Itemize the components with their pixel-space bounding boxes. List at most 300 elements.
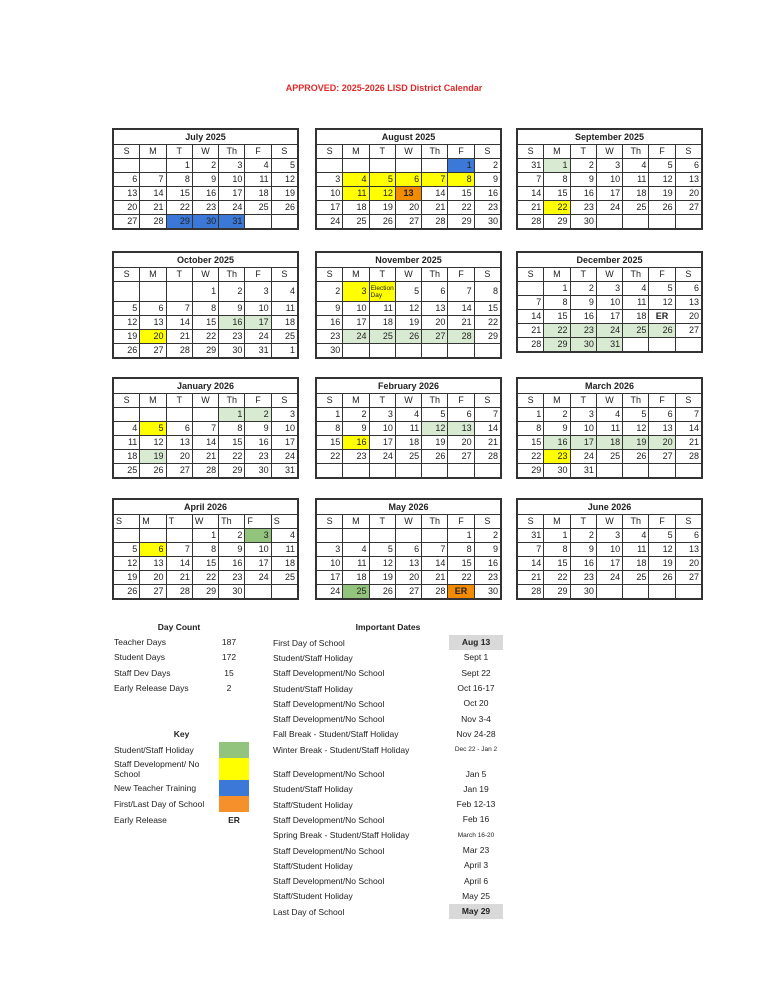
key-section xyxy=(114,729,249,828)
weekday-header: S xyxy=(474,515,500,529)
important-date-label: Last Day of School xyxy=(273,906,345,917)
day-cell: 1 xyxy=(544,529,570,543)
day-cell: 15 xyxy=(317,436,343,450)
day-cell: 23 xyxy=(474,201,500,215)
day-cell: 3 xyxy=(596,282,622,296)
weekday-header: W xyxy=(395,515,421,529)
day-cell: 12 xyxy=(114,316,140,330)
day-cell: 13 xyxy=(675,296,701,310)
day-cell: 3 xyxy=(219,159,245,173)
day-count-value: 15 xyxy=(224,667,234,678)
day-cell: 20 xyxy=(422,316,448,330)
day-cell: 28 xyxy=(518,215,544,229)
day-cell: 8 xyxy=(219,422,245,436)
day-cell xyxy=(140,529,166,543)
key-row xyxy=(114,742,249,758)
day-cell: 13 xyxy=(649,422,675,436)
day-cell: 4 xyxy=(623,159,649,173)
day-cell: 24 xyxy=(343,330,369,344)
key-swatch xyxy=(219,796,249,812)
important-date-row xyxy=(273,843,503,858)
day-cell: 10 xyxy=(219,173,245,187)
day-cell xyxy=(649,215,675,229)
weekday-header: M xyxy=(544,268,570,282)
day-cell: 4 xyxy=(596,408,622,422)
day-cell: 12 xyxy=(140,436,166,450)
weekday-header: S xyxy=(271,394,297,408)
day-cell: 3 xyxy=(596,159,622,173)
weekday-header: M xyxy=(343,394,369,408)
important-date-row xyxy=(273,711,503,726)
key-label: Staff Development/ No School xyxy=(114,759,200,779)
weekday-header: S xyxy=(675,145,701,159)
key-label: New Teacher Training xyxy=(114,783,197,793)
day-cell: 12 xyxy=(649,173,675,187)
day-cell: 1 xyxy=(544,282,570,296)
day-cell: 9 xyxy=(219,543,245,557)
day-cell: 2 xyxy=(192,159,218,173)
day-cell: 2 xyxy=(474,529,500,543)
day-cell: 17 xyxy=(317,201,343,215)
day-cell: 12 xyxy=(395,302,421,316)
day-cell: 30 xyxy=(474,215,500,229)
day-cell: 8 xyxy=(544,296,570,310)
day-cell: 15 xyxy=(544,310,570,324)
weekday-header: F xyxy=(448,394,474,408)
day-cell: 7 xyxy=(518,296,544,310)
day-cell: 28 xyxy=(422,585,448,599)
weekday-header: F xyxy=(245,515,271,529)
weekday-header: S xyxy=(271,515,297,529)
important-date-value: Sept 1 xyxy=(463,652,489,663)
day-cell: 29 xyxy=(192,585,218,599)
day-cell: 25 xyxy=(623,201,649,215)
day-cell xyxy=(448,464,474,478)
day-cell: 24 xyxy=(369,450,395,464)
day-cell: 1 xyxy=(544,159,570,173)
day-cell: 17 xyxy=(369,436,395,450)
day-cell: 20 xyxy=(675,310,701,324)
day-cell xyxy=(140,159,166,173)
day-cell: 6 xyxy=(649,408,675,422)
day-cell: 11 xyxy=(114,436,140,450)
month-calendar xyxy=(112,498,299,600)
day-cell: 5 xyxy=(369,543,395,557)
day-cell: 6 xyxy=(448,408,474,422)
day-cell: 25 xyxy=(623,324,649,338)
important-date-label: First Day of School xyxy=(273,637,345,648)
day-cell: 26 xyxy=(369,585,395,599)
day-cell: 4 xyxy=(271,282,297,302)
day-cell: 22 xyxy=(166,201,192,215)
day-count-row xyxy=(114,635,244,650)
month-calendar xyxy=(516,377,703,479)
day-cell: 31 xyxy=(245,344,271,358)
day-cell: 16 xyxy=(474,557,500,571)
day-cell: 16 xyxy=(245,436,271,450)
weekday-header: W xyxy=(395,268,421,282)
weekday-header: S xyxy=(675,515,701,529)
day-cell: 30 xyxy=(570,585,596,599)
day-cell xyxy=(192,408,218,422)
weekday-header: W xyxy=(192,515,218,529)
day-cell: 15 xyxy=(518,436,544,450)
important-date-value: May 29 xyxy=(449,904,503,919)
day-cell: 1 xyxy=(518,408,544,422)
day-cell: 11 xyxy=(343,557,369,571)
day-cell xyxy=(343,159,369,173)
day-cell: 14 xyxy=(140,187,166,201)
important-date-label: Staff Development/No School xyxy=(273,668,385,679)
day-cell: 7 xyxy=(166,543,192,557)
weekday-header: S xyxy=(518,394,544,408)
day-cell: 21 xyxy=(422,571,448,585)
day-cell: 29 xyxy=(544,338,570,352)
day-count-row xyxy=(114,681,244,696)
important-date-row xyxy=(273,681,503,696)
day-cell: 25 xyxy=(114,464,140,478)
day-cell: ER xyxy=(649,310,675,324)
day-cell: 25 xyxy=(623,571,649,585)
weekday-header: W xyxy=(192,394,218,408)
day-cell: 5 xyxy=(623,408,649,422)
day-cell: 19 xyxy=(114,330,140,344)
day-cell: 8 xyxy=(544,173,570,187)
day-cell: 22 xyxy=(448,571,474,585)
day-cell: 31 xyxy=(596,338,622,352)
day-cell: 21 xyxy=(166,571,192,585)
day-cell: 19 xyxy=(369,201,395,215)
day-cell: 13 xyxy=(166,436,192,450)
day-count-value: 2 xyxy=(226,682,232,693)
weekday-header: S xyxy=(114,145,140,159)
day-cell: 6 xyxy=(140,543,166,557)
day-cell: 23 xyxy=(570,571,596,585)
day-cell: 12 xyxy=(271,173,297,187)
day-cell: 28 xyxy=(448,330,474,344)
key-heading: Key xyxy=(173,729,190,739)
day-cell: 13 xyxy=(448,422,474,436)
month-title: December 2025 xyxy=(518,253,702,268)
important-dates-section xyxy=(273,622,503,919)
day-cell: 10 xyxy=(317,557,343,571)
important-date-label: Staff Development/No School xyxy=(273,876,385,887)
day-cell xyxy=(140,282,166,302)
day-count-label: Staff Dev Days xyxy=(114,667,171,678)
day-cell: 5 xyxy=(395,282,421,302)
important-date-row xyxy=(273,635,503,650)
weekday-header: Th xyxy=(422,268,448,282)
day-cell: 19 xyxy=(422,436,448,450)
day-cell: 24 xyxy=(219,201,245,215)
day-cell xyxy=(623,215,649,229)
weekday-header: F xyxy=(448,145,474,159)
important-date-label: Staff/Student Holiday xyxy=(273,860,353,871)
day-cell: 6 xyxy=(675,159,701,173)
day-cell: 11 xyxy=(596,422,622,436)
weekday-header: S xyxy=(317,394,343,408)
month-title: April 2026 xyxy=(114,500,298,515)
day-cell: 14 xyxy=(166,316,192,330)
day-cell: 17 xyxy=(317,571,343,585)
day-cell: 11 xyxy=(395,422,421,436)
weekday-header: S xyxy=(474,268,500,282)
day-cell: 26 xyxy=(395,330,421,344)
day-cell: 31 xyxy=(518,529,544,543)
day-cell: 2 xyxy=(219,282,245,302)
day-cell: 1 xyxy=(448,159,474,173)
day-cell xyxy=(271,215,297,229)
day-cell xyxy=(649,338,675,352)
important-date-row xyxy=(273,797,503,812)
day-cell: 24 xyxy=(596,201,622,215)
day-count-label: Teacher Days xyxy=(114,637,166,647)
day-cell: 13 xyxy=(114,187,140,201)
day-cell: 5 xyxy=(649,159,675,173)
day-cell: 30 xyxy=(192,215,218,229)
key-label: Student/Staff Holiday xyxy=(114,745,194,755)
weekday-header: W xyxy=(395,145,421,159)
day-cell: 2 xyxy=(544,408,570,422)
month-title: February 2026 xyxy=(317,379,501,394)
day-cell: 20 xyxy=(395,571,421,585)
key-label: First/Last Day of School xyxy=(114,799,205,809)
day-cell: 26 xyxy=(649,201,675,215)
day-cell: 29 xyxy=(192,344,218,358)
day-cell: 9 xyxy=(474,543,500,557)
day-cell: 23 xyxy=(219,571,245,585)
day-cell: 18 xyxy=(369,316,395,330)
day-cell: 9 xyxy=(219,302,245,316)
day-cell: 21 xyxy=(675,436,701,450)
day-cell: 27 xyxy=(448,450,474,464)
day-cell: 18 xyxy=(596,436,622,450)
day-cell: 12 xyxy=(369,187,395,201)
weekday-header: S xyxy=(317,145,343,159)
weekday-header: T xyxy=(369,145,395,159)
day-cell: 1 xyxy=(317,408,343,422)
weekday-header: S xyxy=(114,515,140,529)
day-cell: 3 xyxy=(369,408,395,422)
day-cell: 27 xyxy=(140,585,166,599)
day-cell: 19 xyxy=(649,557,675,571)
day-count-row xyxy=(114,650,244,665)
day-cell: 24 xyxy=(596,324,622,338)
day-cell: 23 xyxy=(245,450,271,464)
day-cell: 8 xyxy=(544,543,570,557)
day-cell: 31 xyxy=(219,215,245,229)
day-cell: 22 xyxy=(518,450,544,464)
day-cell: 19 xyxy=(649,187,675,201)
day-cell: 3 xyxy=(596,529,622,543)
day-cell: 14 xyxy=(474,422,500,436)
day-cell: 6 xyxy=(675,282,701,296)
month-calendar xyxy=(516,251,703,353)
day-cell: 17 xyxy=(271,436,297,450)
day-cell: 18 xyxy=(343,201,369,215)
day-cell: 29 xyxy=(544,215,570,229)
day-cell: 19 xyxy=(623,436,649,450)
day-cell: 27 xyxy=(166,464,192,478)
day-cell: 11 xyxy=(271,543,297,557)
day-cell: 17 xyxy=(596,557,622,571)
day-cell: 14 xyxy=(518,310,544,324)
weekday-header: Th xyxy=(422,145,448,159)
day-cell xyxy=(343,464,369,478)
day-cell xyxy=(675,215,701,229)
important-date-value: May 25 xyxy=(462,890,490,901)
weekday-header: S xyxy=(271,145,297,159)
important-dates-heading: Important Dates xyxy=(355,622,421,632)
key-row xyxy=(114,780,249,796)
day-cell: 20 xyxy=(140,330,166,344)
day-cell: 29 xyxy=(544,585,570,599)
weekday-header: Th xyxy=(623,268,649,282)
day-cell: 9 xyxy=(343,422,369,436)
day-cell: 4 xyxy=(271,529,297,543)
key-row xyxy=(114,758,249,780)
day-cell: 20 xyxy=(166,450,192,464)
weekday-header: T xyxy=(166,145,192,159)
day-cell: 30 xyxy=(570,338,596,352)
day-cell: 22 xyxy=(544,324,570,338)
day-cell: 18 xyxy=(623,310,649,324)
day-cell: 12 xyxy=(422,422,448,436)
day-cell: 11 xyxy=(369,302,395,316)
day-cell xyxy=(422,344,448,358)
weekday-header: T xyxy=(570,394,596,408)
important-date-row xyxy=(273,904,503,919)
day-cell: 7 xyxy=(474,408,500,422)
day-cell: 5 xyxy=(140,422,166,436)
important-date-row xyxy=(273,889,503,904)
day-cell: 2 xyxy=(317,282,343,302)
day-cell: 26 xyxy=(623,450,649,464)
day-cell xyxy=(448,344,474,358)
day-cell: 20 xyxy=(448,436,474,450)
key-row xyxy=(114,812,249,828)
day-cell: 24 xyxy=(596,571,622,585)
month-title: March 2026 xyxy=(518,379,702,394)
key-swatch xyxy=(219,758,249,780)
day-cell xyxy=(245,215,271,229)
day-cell: 4 xyxy=(114,422,140,436)
day-cell xyxy=(518,282,544,296)
weekday-header: W xyxy=(192,268,218,282)
day-cell: 18 xyxy=(245,187,271,201)
day-cell: 21 xyxy=(192,450,218,464)
day-cell: 16 xyxy=(570,557,596,571)
month-title: May 2026 xyxy=(317,500,501,515)
day-cell: 9 xyxy=(192,173,218,187)
day-cell: 14 xyxy=(518,557,544,571)
day-cell: 7 xyxy=(140,173,166,187)
key-swatch xyxy=(219,780,249,796)
important-date-value: Nov 3-4 xyxy=(461,713,491,724)
day-cell: 20 xyxy=(395,201,421,215)
day-cell: 12 xyxy=(114,557,140,571)
day-cell: 28 xyxy=(474,450,500,464)
day-cell: 20 xyxy=(675,187,701,201)
day-cell: 29 xyxy=(474,330,500,344)
day-cell xyxy=(422,159,448,173)
day-cell: 4 xyxy=(395,408,421,422)
day-cell: 10 xyxy=(271,422,297,436)
month-calendar xyxy=(516,498,703,600)
day-cell: 14 xyxy=(422,557,448,571)
day-cell: 30 xyxy=(245,464,271,478)
day-cell: 15 xyxy=(448,557,474,571)
day-cell: 16 xyxy=(317,316,343,330)
day-cell xyxy=(623,464,649,478)
weekday-header: F xyxy=(245,145,271,159)
day-cell: 6 xyxy=(140,302,166,316)
day-cell xyxy=(114,159,140,173)
day-cell xyxy=(114,282,140,302)
day-cell: 8 xyxy=(518,422,544,436)
weekday-header: Th xyxy=(623,394,649,408)
weekday-header: F xyxy=(649,515,675,529)
day-cell xyxy=(166,408,192,422)
month-calendar xyxy=(315,377,502,479)
day-cell: 9 xyxy=(570,173,596,187)
important-date-value: April 6 xyxy=(463,875,489,886)
weekday-header: M xyxy=(140,145,166,159)
important-date-row xyxy=(273,742,503,757)
day-cell xyxy=(675,464,701,478)
day-cell: 11 xyxy=(623,543,649,557)
day-cell: 24 xyxy=(245,571,271,585)
day-cell xyxy=(245,585,271,599)
day-count-label: Student Days xyxy=(114,652,166,663)
weekday-header: S xyxy=(114,268,140,282)
important-date-label: Student/Staff Holiday xyxy=(273,683,353,694)
day-cell: 16 xyxy=(570,310,596,324)
day-cell: 4 xyxy=(245,159,271,173)
day-cell xyxy=(649,585,675,599)
month-title: January 2026 xyxy=(114,379,298,394)
day-cell: 14 xyxy=(448,302,474,316)
day-cell xyxy=(395,344,421,358)
day-cell: 12 xyxy=(649,543,675,557)
weekday-header: Th xyxy=(422,515,448,529)
key-row xyxy=(114,796,249,812)
day-cell: 27 xyxy=(649,450,675,464)
day-cell: 27 xyxy=(395,585,421,599)
weekday-header: S xyxy=(675,394,701,408)
day-cell xyxy=(369,529,395,543)
day-cell: 3 xyxy=(317,173,343,187)
day-cell: 14 xyxy=(192,436,218,450)
day-cell xyxy=(166,529,192,543)
day-cell: 24 xyxy=(570,450,596,464)
weekday-header: F xyxy=(245,268,271,282)
day-cell: 1 xyxy=(271,344,297,358)
day-cell: 8 xyxy=(448,543,474,557)
month-title: November 2025 xyxy=(317,253,501,268)
day-cell: 28 xyxy=(422,215,448,229)
day-cell: 10 xyxy=(317,187,343,201)
weekday-header: T xyxy=(570,145,596,159)
day-cell: 5 xyxy=(649,282,675,296)
day-cell xyxy=(317,464,343,478)
day-cell: 4 xyxy=(343,173,369,187)
day-cell: 21 xyxy=(518,324,544,338)
weekday-header: S xyxy=(317,515,343,529)
important-date-row xyxy=(273,666,503,681)
day-cell: 29 xyxy=(518,464,544,478)
weekday-header: S xyxy=(474,394,500,408)
